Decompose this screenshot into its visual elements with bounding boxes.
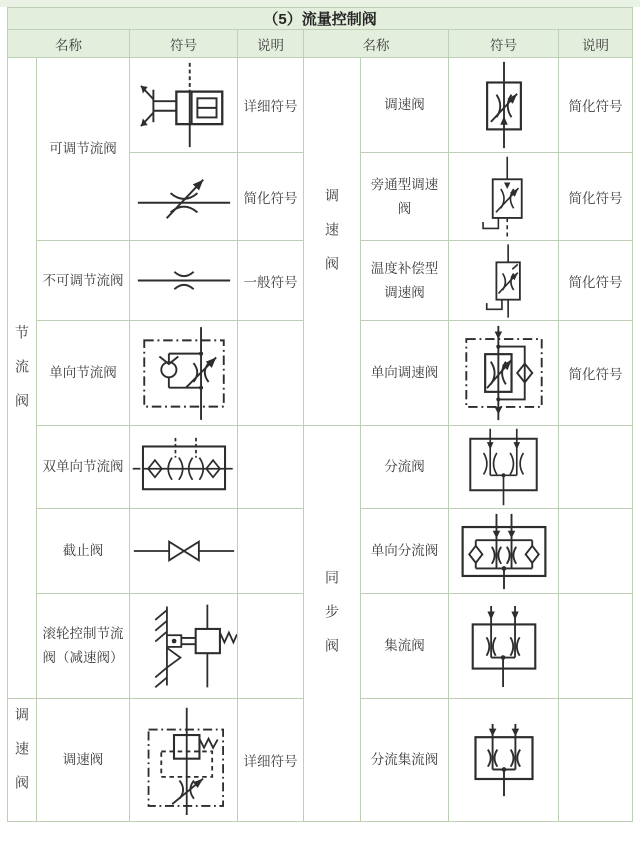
desc-cell: 详细符号 — [238, 58, 304, 153]
name-cell: 单向节流阀 — [37, 321, 130, 426]
name-cell: 旁通型调速阀 — [361, 153, 449, 241]
one-way-speed-regulating-valve-symbol — [451, 324, 557, 422]
symbol-cell — [130, 241, 238, 321]
title-row — [8, 8, 633, 30]
table-row — [8, 58, 633, 153]
symbol-cell — [449, 426, 559, 509]
symbol-cell — [449, 594, 559, 699]
name-cell: 分流集流阀 — [361, 699, 449, 822]
speed-regulating-valve-simplified-symbol — [474, 60, 534, 150]
desc-cell: 简化符号 — [559, 153, 633, 241]
roller-controlled-throttle-valve-symbol — [131, 601, 237, 691]
desc-cell: 简化符号 — [559, 321, 633, 426]
symbol-cell — [130, 321, 238, 426]
bypass-speed-regulating-valve-symbol — [475, 155, 533, 239]
table-row — [8, 426, 633, 509]
flow-divider-valve-symbol — [457, 427, 550, 507]
header-desc-right: 说明 — [559, 30, 633, 58]
desc-cell — [559, 426, 633, 509]
name-cell: 调速阀 — [37, 699, 130, 822]
symbol-cell — [130, 594, 238, 699]
category-label: 节流阀 — [14, 324, 30, 427]
desc-cell — [238, 594, 304, 699]
symbol-cell — [449, 321, 559, 426]
temperature-compensated-speed-regulating-valve-symbol — [479, 243, 529, 319]
symbol-cell — [449, 58, 559, 153]
desc-cell: 一般符号 — [238, 241, 304, 321]
category-speed-regulating-valves — [304, 58, 361, 426]
symbol-cell — [130, 58, 238, 153]
symbol-cell — [449, 153, 559, 241]
header-symbol-right: 符号 — [449, 30, 559, 58]
flow-combining-valve-symbol — [458, 604, 550, 689]
header-symbol-left: 符号 — [130, 30, 238, 58]
category-label: 调速阀 — [14, 706, 30, 809]
name-cell: 调速阀 — [361, 58, 449, 153]
category-label: 同步阀 — [324, 570, 340, 672]
symbol-cell — [449, 699, 559, 822]
adjustable-throttle-valve-simplified-symbol — [134, 170, 234, 224]
adjustable-throttle-valve-detailed-symbol — [134, 61, 234, 149]
speed-regulating-valve-detailed-symbol — [134, 704, 234, 817]
double-one-way-throttle-valve-symbol — [131, 436, 237, 498]
symbol-cell — [130, 699, 238, 822]
name-cell: 分流阀 — [361, 426, 449, 509]
page-top-strip — [0, 0, 640, 7]
name-cell: 可调节流阀 — [37, 58, 130, 241]
desc-cell — [559, 594, 633, 699]
one-way-throttle-valve-symbol — [131, 325, 237, 422]
symbol-cell — [130, 426, 238, 509]
desc-cell — [238, 321, 304, 426]
name-cell: 温度补偿型调速阀 — [361, 241, 449, 321]
desc-cell — [238, 509, 304, 594]
divider-combiner-valve-symbol — [464, 722, 544, 798]
name-cell: 滚轮控制节流阀（减速阀） — [37, 594, 130, 699]
name-cell: 截止阀 — [37, 509, 130, 594]
category-throttle-valves — [8, 58, 37, 699]
name-cell: 单向调速阀 — [361, 321, 449, 426]
name-cell: 不可调节流阀 — [37, 241, 130, 321]
desc-cell: 简化符号 — [238, 153, 304, 241]
desc-cell — [559, 509, 633, 594]
desc-cell: 简化符号 — [559, 58, 633, 153]
category-label: 调速阀 — [324, 188, 340, 290]
desc-cell: 详细符号 — [238, 699, 304, 822]
table-title: （5）流量控制阀 — [8, 8, 633, 30]
fixed-throttle-valve-symbol — [134, 267, 234, 294]
desc-cell — [559, 699, 633, 822]
header-name-right: 名称 — [304, 30, 449, 58]
desc-cell: 简化符号 — [559, 241, 633, 321]
stop-valve-symbol — [132, 536, 236, 566]
category-synchronizing-valves — [304, 426, 361, 822]
flow-control-valve-table — [7, 7, 633, 822]
name-cell: 单向分流阀 — [361, 509, 449, 594]
name-cell: 双单向节流阀 — [37, 426, 130, 509]
symbol-cell — [130, 153, 238, 241]
symbol-cell — [130, 509, 238, 594]
header-row — [8, 30, 633, 58]
one-way-flow-divider-valve-symbol — [451, 512, 557, 591]
symbol-cell — [449, 241, 559, 321]
desc-cell — [238, 426, 304, 509]
header-name-left: 名称 — [8, 30, 130, 58]
name-cell: 集流阀 — [361, 594, 449, 699]
header-desc-left: 说明 — [238, 30, 304, 58]
symbol-cell — [449, 509, 559, 594]
category-speed-regulating-valves-left — [8, 699, 37, 822]
